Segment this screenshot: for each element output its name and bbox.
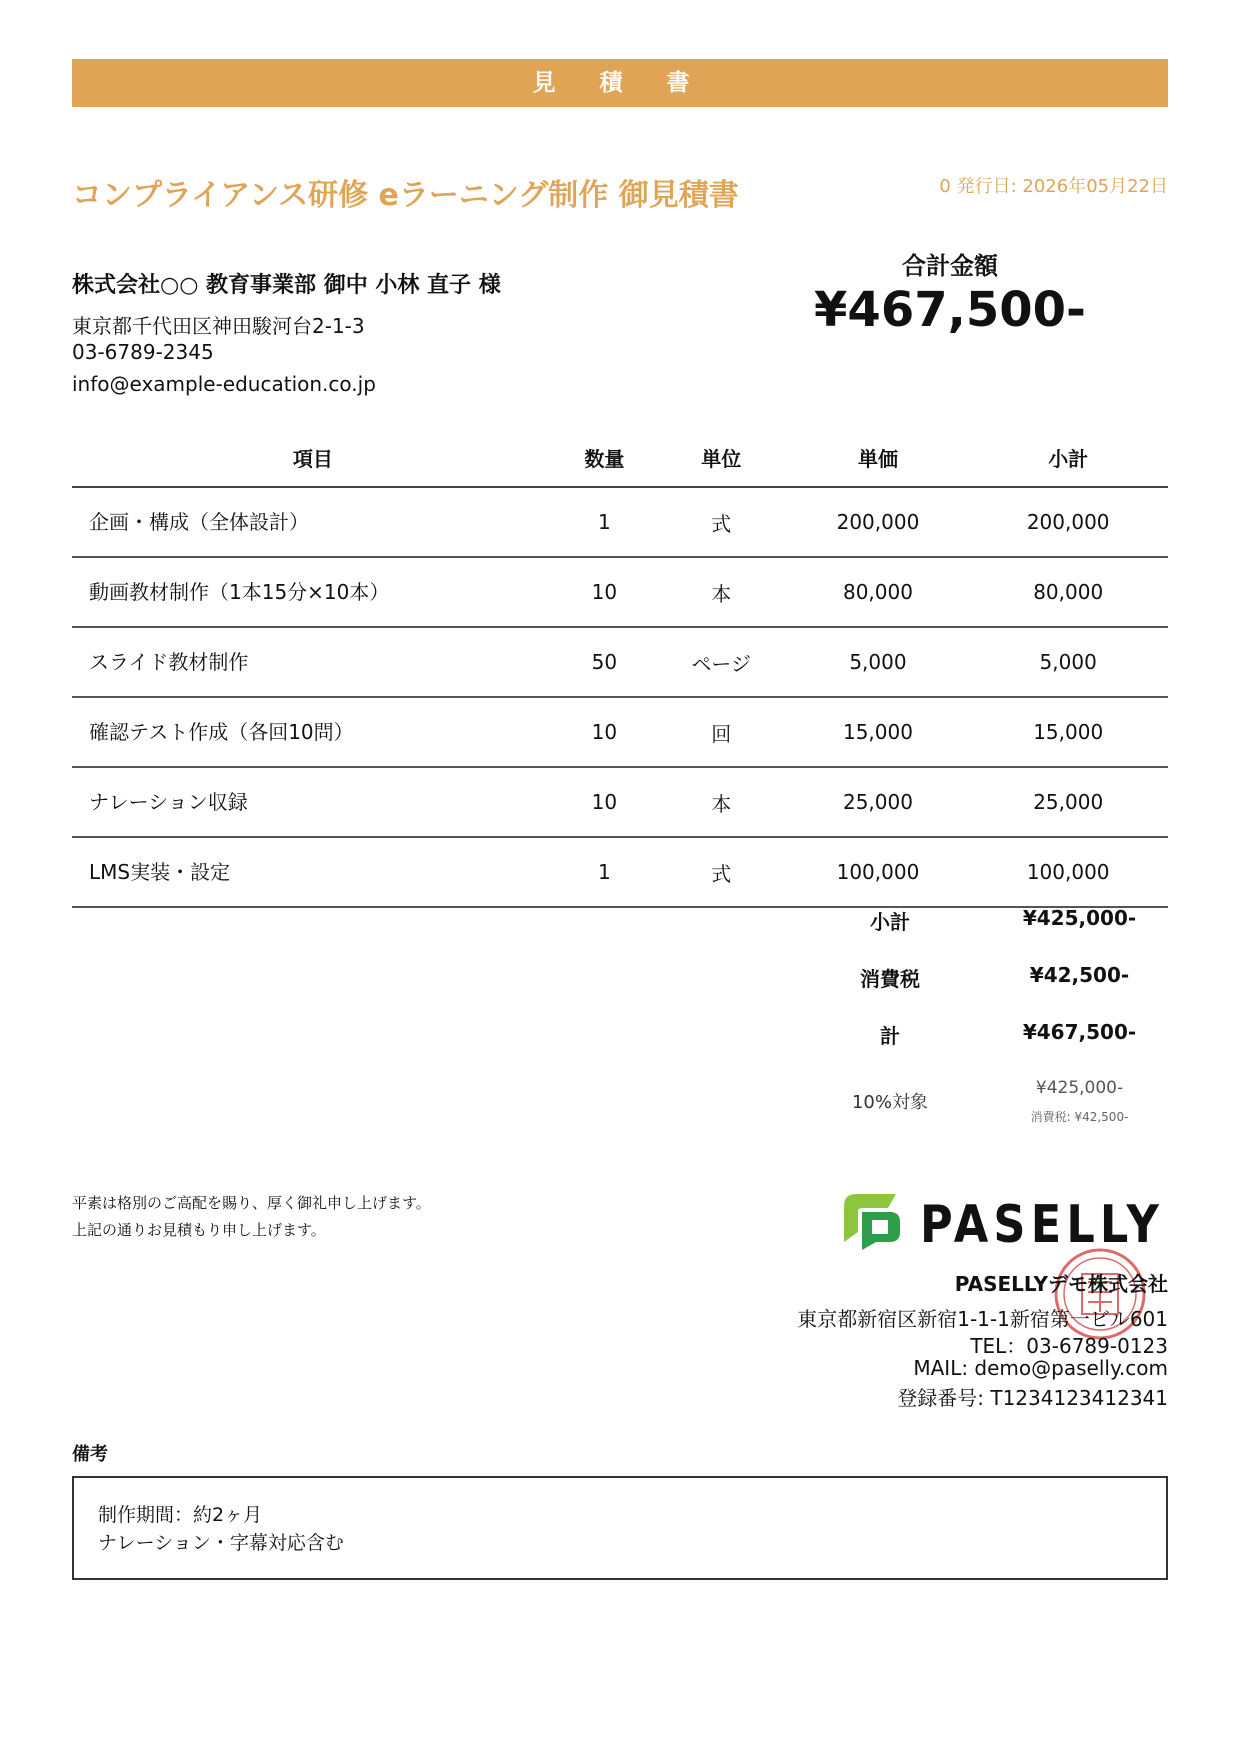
row-qty: 10 bbox=[554, 767, 655, 837]
issuer-tel: TEL：03-6789-0123 bbox=[970, 1334, 1168, 1358]
header-item: 項目 bbox=[72, 428, 554, 487]
row-price: 15,000 bbox=[788, 697, 969, 767]
row-price: 100,000 bbox=[788, 837, 969, 907]
row-price: 25,000 bbox=[788, 767, 969, 837]
paselly-logo bbox=[838, 1188, 1168, 1254]
row-qty: 1 bbox=[554, 837, 655, 907]
client-address: 東京都千代田区神田駿河台2-1-3 bbox=[72, 314, 365, 338]
row-unit: 本 bbox=[655, 557, 788, 627]
header-subtotal: 小計 bbox=[968, 428, 1168, 487]
row-subtotal: 80,000 bbox=[968, 557, 1168, 627]
table-row bbox=[72, 767, 1168, 837]
summary-tax-label: 消費税 bbox=[860, 967, 920, 991]
table-row bbox=[72, 837, 1168, 907]
row-item: ナレーション収録 bbox=[72, 767, 554, 837]
row-qty: 1 bbox=[554, 487, 655, 557]
row-unit: 式 bbox=[655, 837, 788, 907]
header-price: 単価 bbox=[788, 428, 969, 487]
row-price: 5,000 bbox=[788, 627, 969, 697]
row-item: 確認テスト作成（各回10問） bbox=[72, 697, 554, 767]
row-price: 200,000 bbox=[788, 487, 969, 557]
paselly-logo-mark-icon bbox=[844, 1194, 900, 1250]
document-title: コンプライアンス研修 eラーニング制作 御見積書 bbox=[72, 178, 739, 213]
document-type-banner: 見 積 書 bbox=[72, 59, 1168, 107]
table-row bbox=[72, 557, 1168, 627]
header-unit: 単位 bbox=[655, 428, 788, 487]
table-header-row bbox=[72, 428, 1168, 487]
remarks-line-2: ナレーション・字幕対応含む bbox=[98, 1532, 344, 1554]
row-subtotal: 100,000 bbox=[968, 837, 1168, 907]
issuer-address: 東京都新宿区新宿1-1-1新宿第一ビル601 bbox=[797, 1307, 1168, 1331]
table-row bbox=[72, 487, 1168, 557]
client-email: info@example-education.co.jp bbox=[72, 372, 376, 396]
row-unit: 本 bbox=[655, 767, 788, 837]
row-subtotal: 5,000 bbox=[968, 627, 1168, 697]
tax-target-amount: ¥425,000- bbox=[1035, 1078, 1124, 1098]
total-amount: ¥467,500- bbox=[814, 282, 1086, 338]
issue-date: 0 発行日: 2026年05月22日 bbox=[939, 176, 1168, 197]
summary-total-value: ¥467,500- bbox=[1022, 1020, 1137, 1044]
summary-subtotal-label: 小計 bbox=[870, 910, 910, 934]
line-items-table bbox=[72, 428, 1168, 908]
greeting-line-1: 平素は格別のご高配を賜り、厚く御礼申し上げます。 bbox=[72, 1194, 431, 1212]
summary-total-label: 計 bbox=[880, 1024, 900, 1048]
row-subtotal: 200,000 bbox=[968, 487, 1168, 557]
row-item: 企画・構成（全体設計） bbox=[72, 487, 554, 557]
tax-target-tax: 消費税: ¥42,500- bbox=[1030, 1110, 1129, 1124]
greeting-line-2: 上記の通りお見積もり申し上げます。 bbox=[72, 1221, 326, 1239]
row-subtotal: 15,000 bbox=[968, 697, 1168, 767]
issuer-registration-number: 登録番号: T1234123412341 bbox=[897, 1386, 1168, 1410]
total-amount-label: 合計金額 bbox=[902, 252, 998, 280]
client-name: 株式会社○○ 教育事業部 御中 小林 直子 様 bbox=[72, 273, 501, 298]
issuer-company-name: PASELLYデモ株式会社 bbox=[954, 1272, 1168, 1296]
row-unit: ページ bbox=[655, 627, 788, 697]
summary-subtotal-value: ¥425,000- bbox=[1022, 906, 1137, 930]
row-subtotal: 25,000 bbox=[968, 767, 1168, 837]
row-item: LMS実装・設定 bbox=[72, 837, 554, 907]
row-qty: 10 bbox=[554, 697, 655, 767]
row-price: 80,000 bbox=[788, 557, 969, 627]
row-item: 動画教材制作（1本15分×10本） bbox=[72, 557, 554, 627]
remarks-title: 備考 bbox=[72, 1444, 108, 1465]
table-row bbox=[72, 627, 1168, 697]
row-qty: 10 bbox=[554, 557, 655, 627]
summary-tax-value: ¥42,500- bbox=[1029, 963, 1130, 987]
header-qty: 数量 bbox=[554, 428, 655, 487]
row-qty: 50 bbox=[554, 627, 655, 697]
table-row bbox=[72, 697, 1168, 767]
row-unit: 式 bbox=[655, 487, 788, 557]
row-unit: 回 bbox=[655, 697, 788, 767]
remarks-box bbox=[72, 1476, 1168, 1580]
tax-target-label: 10%対象 bbox=[851, 1092, 928, 1113]
row-item: スライド教材制作 bbox=[72, 627, 554, 697]
client-phone: 03-6789-2345 bbox=[72, 340, 214, 364]
remarks-line-1: 制作期間：約2ヶ月 bbox=[98, 1504, 263, 1526]
svg-text:PASELLY: PASELLY bbox=[920, 1195, 1164, 1255]
issuer-mail: MAIL: demo@paselly.com bbox=[913, 1356, 1168, 1380]
